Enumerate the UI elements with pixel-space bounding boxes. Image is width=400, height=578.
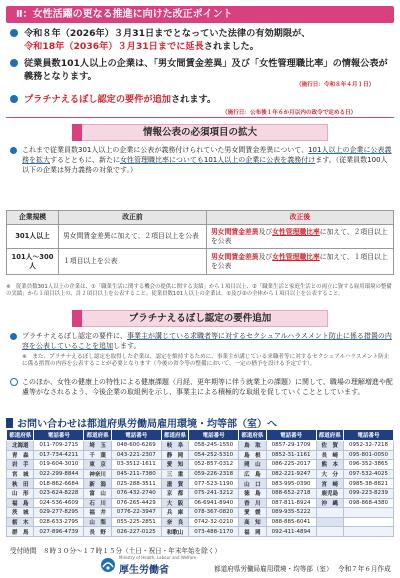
phone-number: 088-885-6041 [266,517,316,527]
prefecture-name: 栃 木 [7,517,34,527]
directory-column-header: 電話番号 [111,430,161,441]
bullet-extension: 令和８年（2026年）３月31日までとなっていた法律の有効期限が、 令和18年（2036年）３月31日までに延長されました。 [10,27,394,53]
prefecture-name: 福 井 [84,508,111,518]
prefecture-name: 奈 良 [161,517,188,527]
prefecture-name: 岐 阜 [161,441,188,451]
phone-number [343,517,393,527]
phone-number: 043-221-2307 [111,450,161,460]
prefecture-name: 和歌山 [161,527,188,537]
phone-number: 073-488-1170 [189,527,239,537]
phone-number: 086-225-2017 [266,460,316,470]
prefecture-name: 福 島 [7,498,34,508]
table-row [7,498,394,508]
bullet-dot-icon [10,95,18,103]
phone-number: 076-265-4429 [111,498,161,508]
prefecture-name: 徳 島 [239,488,266,498]
prefecture-name: 福 岡 [239,527,266,537]
prefecture-name: 群 馬 [7,527,34,537]
prefecture-name: 千 葉 [84,450,111,460]
phone-number: 098-868-4380 [343,498,393,508]
phone-number: 027-896-4739 [34,527,84,537]
prefecture-name: 広 島 [239,469,266,479]
phone-number: 017-734-4211 [34,450,84,460]
prefecture-name: 東 京 [84,460,111,470]
prefecture-name: 長 野 [84,527,111,537]
bullet-dot-icon [10,147,17,154]
mhlw-mark-icon [100,557,116,573]
directory-column-header: 都道府県 [161,430,188,441]
bullet-disclosure: 従業員数101人以上の企業は、「男女間賃金差異」及び「女性管理職比率」の情報公表が義務となります。 [10,57,394,83]
phone-number: 0742-32-0210 [189,517,239,527]
office-hours: 受付時間 ８時３０分～１７時１５分（土日・祝日・年末年始を除く） [10,547,221,555]
section-disclosure-heading: 情報公表の必須項目の拡大 [72,124,328,141]
section-header [6,6,394,23]
prefecture-name: 愛 媛 [239,508,266,518]
prefecture-name: 宮 城 [7,469,34,479]
phone-number: 026-227-0125 [111,527,161,537]
phone-number: 076-432-2740 [111,488,161,498]
disclosure-comparison-table [6,210,394,275]
table-header: 改正後 [207,211,394,225]
prefecture-name: 山 形 [7,488,34,498]
table-row [7,527,394,537]
phone-number: 025-288-3511 [111,479,161,489]
phone-number: 055-225-2851 [111,517,161,527]
prefecture-name: 沖 縄 [316,498,343,508]
phone-number: 099-223-8239 [343,488,393,498]
phone-number: 0952-32-7218 [343,441,393,451]
creation-date: 令和７年６月作成 [338,565,391,573]
prefecture-name: 大 分 [316,469,343,479]
directory-column-header: 電話番号 [34,430,84,441]
prefecture-name: 滋 賀 [161,479,188,489]
heading-tab [72,310,82,327]
directory-column-header: 都道府県 [7,430,34,441]
agency-name: 都道府県労働局雇用環境・均等部（室） [214,565,333,573]
effective-date-note-1: （施行日：令和８年４月１日） [296,82,375,88]
prefecture-name: 新 潟 [84,479,111,489]
bullet-platinum: プラチナえるぼし認定の要件が追加されます。 [10,93,394,106]
phone-number: 096-352-3865 [343,460,393,470]
table-row [7,460,394,470]
phone-number: 024-536-4609 [34,498,84,508]
table-row [7,441,394,451]
phone-number: 028-633-2795 [34,517,84,527]
table-row: 301人以上 男女間賃金差異に加えて、２項目以上を公表 男女間賃金差異及び女性管理職比率に加えて、２項目以上を公表 [7,225,394,249]
prefecture-name: 長 崎 [316,450,343,460]
phone-number: 023-624-8228 [34,488,84,498]
phone-number: 059-226-2318 [189,469,239,479]
prefecture-name: 島 根 [239,450,266,460]
phone-number: 048-600-6269 [111,441,161,451]
phone-number: 077-523-1190 [189,479,239,489]
directory-column-header: 都道府県 [239,430,266,441]
phone-number: 06-6941-8940 [189,498,239,508]
phone-number: 087-811-8924 [266,498,316,508]
phone-number: 078-367-0820 [189,508,239,518]
prefecture-name: 秋 田 [7,479,34,489]
phone-number: 029-277-8295 [34,508,84,518]
prefecture-name: 埼 玉 [84,441,111,451]
prefecture-name [316,508,343,518]
phone-number: 054-252-5310 [189,450,239,460]
phone-number: 095-801-0050 [343,450,393,460]
prefecture-name: 鳥 取 [239,441,266,451]
section-platinum-body: プラチナえるぼし認定の要件に、事業主が講じている求職者等に対するセクシュアルハラスメント防止に係る措置の内容を公表していることを追加します。 [10,331,394,351]
prefecture-name: 山 口 [239,479,266,489]
section-divider [6,117,394,118]
prefecture-name: 京 都 [161,488,188,498]
phone-number: 022-299-8844 [34,469,84,479]
prefecture-name: 石 川 [84,498,111,508]
phone-number [343,508,393,518]
prefecture-name: 富 山 [84,488,111,498]
prefecture-name [316,517,343,527]
bullet-dot-icon [10,333,17,340]
table-row [7,488,394,498]
phone-number: 03-3512-1611 [111,460,161,470]
table-row [7,450,394,460]
phone-number: 018-862-6684 [34,479,84,489]
prefecture-name: 三 重 [161,469,188,479]
bullet-dot-icon [10,59,18,67]
prefecture-name: 岩 手 [7,460,34,470]
table-footnote: ※ 従業員数301人以上の企業は、①「職業生活に関する機会の提供に関する実績」から１項目以上、②「職業生活と家庭生活との両立に資する雇用環境の整備の実績」から１項目以上の、計２項目以上を公表すること。従業員数101人以上の企業は、①及び②の全体から１項目以上を公表すること。 [6,284,392,297]
table-header: 改正前 [59,211,207,225]
phone-number: 0985-38-8821 [343,479,393,489]
table-row: 101人～300人 １項目以上を公表 男女間賃金差異及び女性管理職比率に加えて、１項目以上を公表 [7,249,394,275]
phone-number: 052-857-0312 [189,460,239,470]
directory-column-header: 都道府県 [84,430,111,441]
directory-column-header: 電話番号 [343,430,393,441]
contact-heading: お問い合わせは都道府県労働局雇用環境・均等部（室）へ [6,415,277,430]
prefecture-name: 鹿児島 [316,488,343,498]
prefecture-name: 岡 山 [239,460,266,470]
section-header-title: Ⅱ：女性活躍の更なる推進に向けた改正ポイント [16,9,233,20]
phone-number: 058-245-1550 [189,441,239,451]
section-platinum-heading: プラチナえるぼし認定の要件追加 [72,310,328,327]
directory-column-header: 電話番号 [266,430,316,441]
phone-number: 0776-22-3947 [111,508,161,518]
platinum-sub-note: ※ また、プラチナえるぼし認定を取得した企業は、認定を維持するために、事業主が講じている求職者等に対するセクシュアルハラスメント防止に係る措置の内容を公表することが必要となります（今後の省令等の整備において、一定の猶予を設ける予定です）。 [22,354,390,367]
phone-number: 088-652-2718 [266,488,316,498]
table-row [7,517,394,527]
prefecture-name: 茨 城 [7,508,34,518]
prefecture-name: 宮 崎 [316,479,343,489]
table-row [7,508,394,518]
labour-bureau-directory [6,429,394,537]
phone-number: 097-532-4025 [343,469,393,479]
health-initiative-body: このほか、女性の健康上の特性による健康課題（月経、更年期等に伴う就業上の課題）に関して、職場の理解増進や配慮等がなされるよう、今後企業の取組例を示し、事業主による積極的な取組を促していくこととしています。 [10,377,394,397]
prefecture-name: 山 梨 [84,517,111,527]
phone-number: 092-411-4894 [266,527,316,537]
prefecture-name: 高 知 [239,517,266,527]
section-disclosure-body: これまで従業員数301人以上の企業に公表が義務付けられていた男女間賃金差異について、101人以上の企業に公表義務を拡大するとともに、新たに女性管理職比率についても101人以上の企業に公表を義務付けます。（従業員数100人以下の企業は努力義務の対象です。） [10,145,394,175]
prefecture-name: 北海道 [7,441,34,451]
phone-number: 011-709-2715 [34,441,84,451]
phone-number [343,527,393,537]
phone-number: 089-935-5222 [266,508,316,518]
prefecture-name: 静 岡 [161,450,188,460]
phone-number: 075-241-3212 [189,488,239,498]
directory-column-header: 電話番号 [189,430,239,441]
phone-number: 083-995-0390 [266,479,316,489]
table-row [7,469,394,479]
phone-number: 0857-29-1709 [266,441,316,451]
phone-number: 019-604-3010 [34,460,84,470]
table-header: 企業規模 [7,211,59,225]
effective-date-note-2: （施行日：公布後１年６か月以内の政令で定める日） [222,110,357,116]
prefecture-name: 兵 庫 [161,508,188,518]
heading-bar-icon [6,418,13,428]
ring-bullet-icon [10,378,18,386]
prefecture-name: 青 森 [7,450,34,460]
bullet-dot-icon [10,29,18,37]
phone-number: 082-221-9247 [266,469,316,479]
prefecture-name [316,527,343,537]
phone-number: 0852-31-1161 [266,450,316,460]
prefecture-name: 愛 知 [161,460,188,470]
prefecture-name: 佐 賀 [316,441,343,451]
prefecture-name: 大 阪 [161,498,188,508]
mhlw-logo: Ministry of Health, Labour and Welfare 厚生労働省 [100,555,212,575]
prefecture-name: 神奈川 [84,469,111,479]
prefecture-name: 香 川 [239,498,266,508]
heading-tab [72,124,82,141]
directory-column-header: 都道府県 [316,430,343,441]
prefecture-name: 熊 本 [316,460,343,470]
phone-number: 045-211-7380 [111,469,161,479]
table-row [7,479,394,489]
